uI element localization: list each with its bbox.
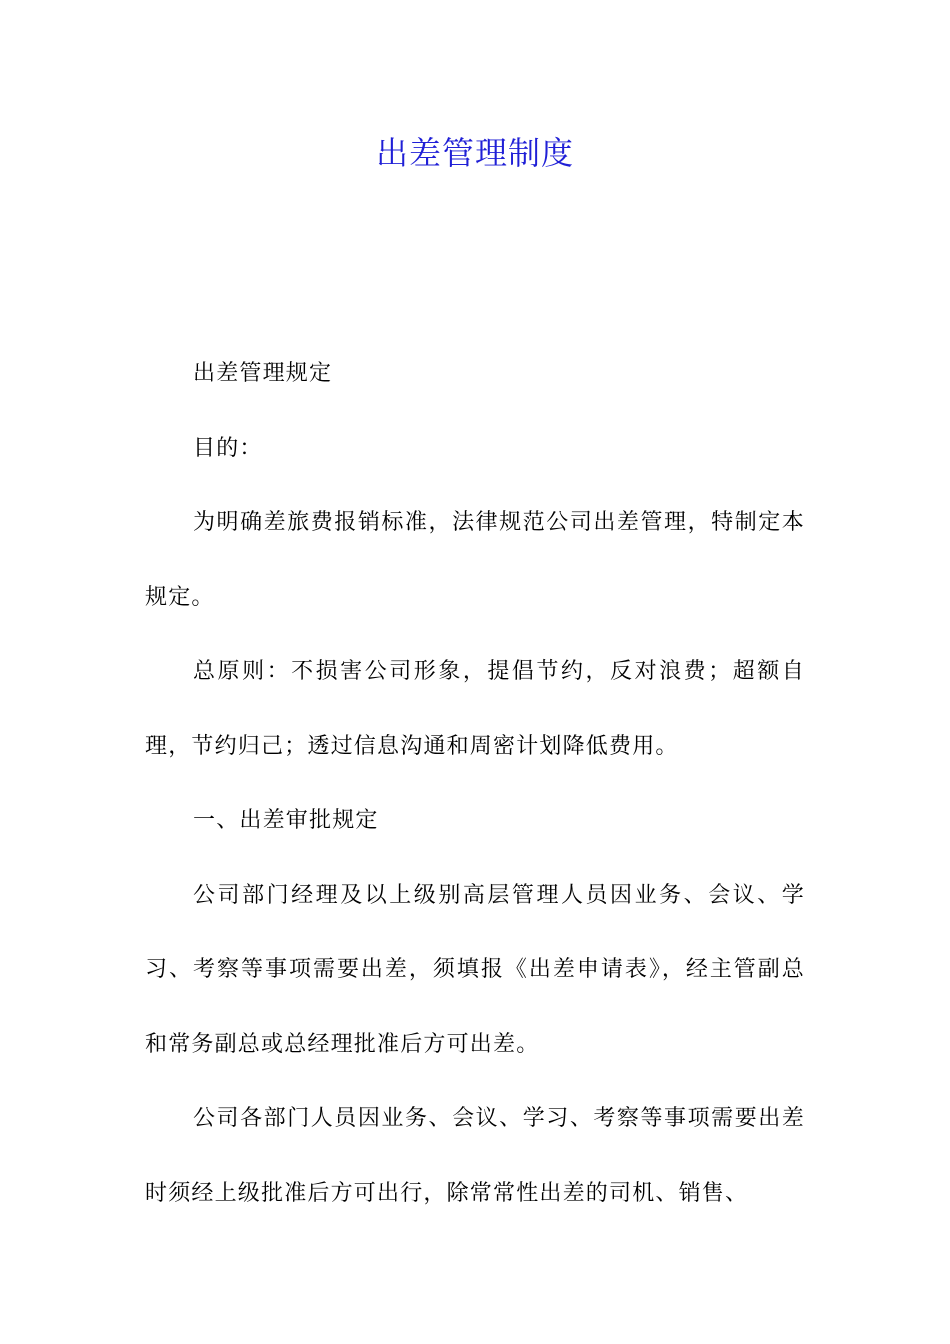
manager-approval-paragraph: 公司部门经理及以上级别高层管理人员因业务、会议、学习、考察等事项需要出差，须填报《出差申请表》，经主管副总和常务副总或总经理批准后方可出差。 xyxy=(145,882,805,1057)
approval-section-heading: 一、出差审批规定 xyxy=(193,808,379,833)
general-principle-paragraph: 总原则：不损害公司形象，提倡节约，反对浪费；超额自理，节约归己；透过信息沟通和周密计划降低费用。 xyxy=(145,659,805,759)
section-heading-regulation: 出差管理规定 xyxy=(193,361,333,386)
staff-approval-paragraph: 公司各部门人员因业务、会议、学习、考察等事项需要出差时须经上级批准后方可出行，除常常性出差的司机、销售、 xyxy=(145,1106,805,1206)
purpose-paragraph: 为明确差旅费报销标准，法律规范公司出差管理，特制定本规定。 xyxy=(145,510,805,610)
document-body xyxy=(145,337,805,1231)
purpose-heading: 目的： xyxy=(193,435,263,461)
document-title: 出差管理制度 xyxy=(375,134,574,172)
